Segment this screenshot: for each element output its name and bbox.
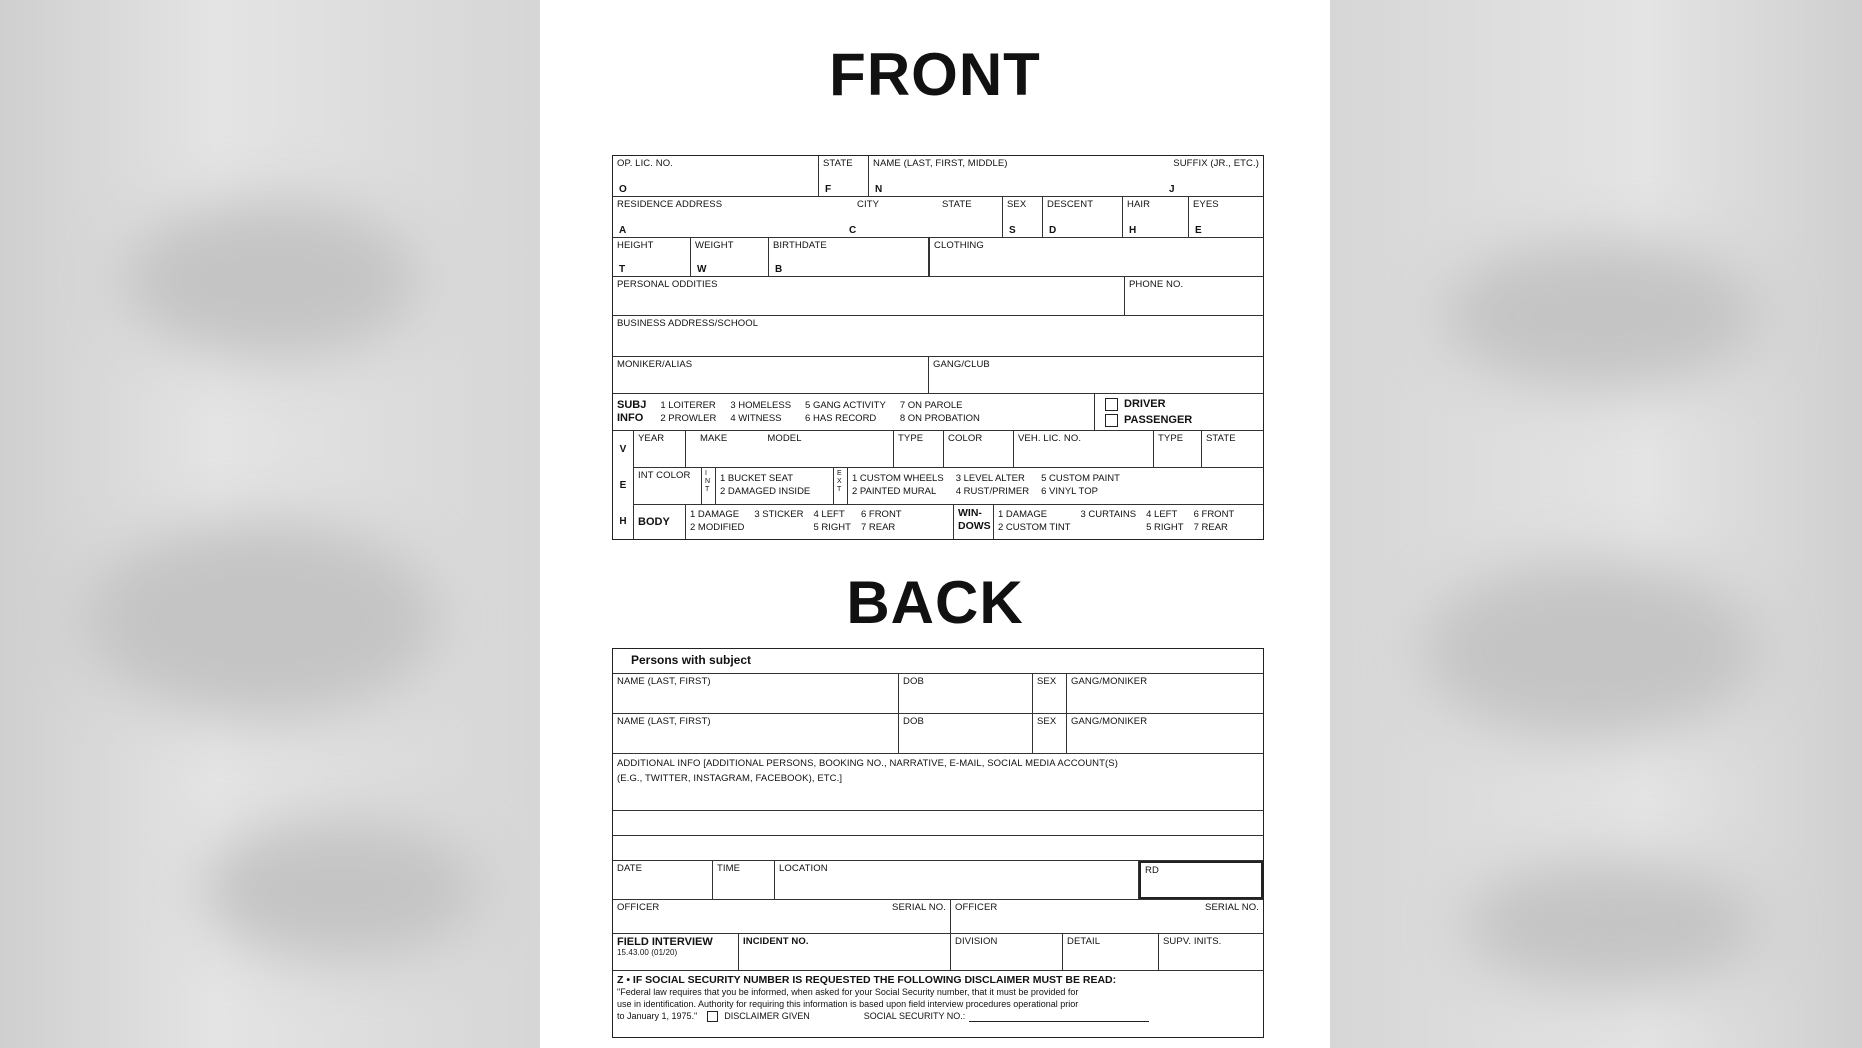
row-blank-2 (613, 836, 1263, 861)
person2-gang-label: GANG/MONIKER (1071, 716, 1148, 727)
officer1-label: OFFICER (617, 902, 660, 913)
opt-rust-primer: 4 RUST/PRIMER (955, 486, 1030, 497)
res-state-label: STATE (942, 199, 972, 210)
detail-label: DETAIL (1067, 936, 1101, 947)
type2-label: TYPE (1158, 433, 1184, 444)
rd-label: RD (1145, 865, 1159, 876)
row-persons (613, 649, 1263, 674)
opt-level-alter: 3 LEVEL ALTER (955, 473, 1025, 484)
person1-dob-label: DOB (903, 676, 924, 687)
ssn-number-line[interactable] (969, 1011, 1149, 1022)
suffix-label: SUFFIX (JR., ETC.) (1173, 158, 1259, 169)
body-opt-right: 5 RIGHT (813, 522, 851, 533)
row-officers (613, 900, 1263, 934)
birthdate-label: BIRTHDATE (773, 240, 827, 251)
height-label: HEIGHT (617, 240, 654, 251)
row-person-1 (613, 674, 1263, 714)
row-field-interview (613, 934, 1263, 971)
persons-heading: Persons with subject (631, 653, 752, 667)
driver-option[interactable] (1105, 396, 1259, 412)
passenger-label: PASSENGER (1124, 414, 1193, 426)
state-code: F (825, 184, 832, 195)
sex-code: S (1009, 225, 1016, 236)
opt-on-probation: 8 ON PROBATION (899, 413, 980, 424)
row-body (634, 505, 1263, 539)
residence-label: RESIDENCE ADDRESS (617, 199, 723, 210)
ssn-number-label: SOCIAL SECURITY NO.: (863, 1011, 966, 1022)
row-oddities (613, 277, 1263, 316)
opt-bucket-seat: 1 BUCKET SEAT (720, 473, 794, 484)
serial2-label: SERIAL NO. (1205, 902, 1259, 913)
front-heading: FRONT (829, 41, 1041, 108)
win-opt-front: 6 FRONT (1193, 509, 1235, 520)
win-opt-rear: 7 REAR (1193, 522, 1228, 533)
model-label: MODEL (767, 433, 802, 444)
int-vertical: I N T (702, 468, 716, 504)
clothing-label: CLOTHING (934, 240, 984, 251)
info-label: INFO (617, 412, 644, 424)
disclaimer-checkbox[interactable] (707, 1011, 718, 1022)
time-label: TIME (717, 863, 741, 874)
make-label: MAKE (700, 433, 728, 444)
opt-damaged-inside: 2 DAMAGED INSIDE (720, 486, 811, 497)
back-heading: BACK (846, 569, 1024, 636)
back-form (612, 648, 1264, 1038)
row-additional (613, 754, 1263, 811)
row-residence (613, 197, 1263, 238)
opt-on-parole: 7 ON PAROLE (899, 400, 963, 411)
win-opt-left: 4 LEFT (1146, 509, 1178, 520)
veh-v: V (619, 443, 627, 455)
passenger-checkbox[interactable] (1105, 414, 1118, 427)
body-opt-front: 6 FRONT (860, 509, 902, 520)
hair-code: H (1129, 225, 1137, 236)
disclaimer-option[interactable] (707, 1010, 810, 1022)
person1-name-label: NAME (LAST, FIRST) (617, 676, 711, 687)
form-number: 15.43.00 (01/20) (617, 948, 678, 957)
height-code: T (619, 264, 626, 275)
win-opt-custom-tint: 2 CUSTOM TINT (998, 522, 1071, 533)
driver-label: DRIVER (1124, 398, 1166, 410)
sex-label: SEX (1007, 199, 1027, 210)
business-label: BUSINESS ADDRESS/SCHOOL (617, 318, 759, 329)
ssn-disclaimer-heading: Z • IF SOCIAL SECURITY NUMBER IS REQUESTED THE FOLLOWING DISCLAIMER MUST BE READ: (617, 974, 1117, 986)
veh-state-label: STATE (1206, 433, 1236, 444)
opt-prowler: 2 PROWLER (660, 413, 717, 424)
hair-label: HAIR (1127, 199, 1151, 210)
vehicle-block (613, 431, 1263, 539)
additional-info-line2: (E.G., TWITTER, INSTAGRAM, FACEBOOK), ETC.] (617, 773, 843, 784)
disclaimer-label: DISCLAIMER GIVEN (724, 1011, 810, 1021)
opt-custom-paint: 5 CUSTOM PAINT (1041, 473, 1120, 484)
moniker-label: MONIKER/ALIAS (617, 359, 693, 370)
veh-lic-label: VEH. LIC. NO. (1018, 433, 1082, 444)
person2-name-label: NAME (LAST, FIRST) (617, 716, 711, 727)
body-label: BODY (634, 505, 686, 539)
name-code: N (875, 184, 883, 195)
person1-sex-label: SEX (1037, 676, 1057, 687)
background-right (1322, 0, 1862, 1048)
ssn-text-1: "Federal law requires that you be informed, when asked for your Social Security number, that it must be provided for (617, 987, 1079, 997)
row-vehicle (634, 431, 1263, 468)
front-form (612, 155, 1264, 540)
incident-label: INCIDENT NO. (743, 936, 809, 947)
windows-label-1: WIN- (958, 507, 982, 519)
passenger-option[interactable] (1105, 412, 1259, 428)
opt-custom-wheels: 1 CUSTOM WHEELS (852, 473, 944, 484)
type-label: TYPE (898, 433, 924, 444)
officer2-label: OFFICER (955, 902, 998, 913)
body-opt-sticker: 3 STICKER (754, 509, 804, 520)
serial1-label: SERIAL NO. (892, 902, 946, 913)
person1-gang-label: GANG/MONIKER (1071, 676, 1148, 687)
supv-label: SUPV. INITS. (1163, 936, 1222, 947)
city-label: CITY (857, 199, 880, 210)
subj-label: SUBJ (617, 399, 647, 411)
descent-label: DESCENT (1047, 199, 1094, 210)
opt-vinyl-top: 6 VINYL TOP (1041, 486, 1098, 497)
opt-witness: 4 WITNESS (730, 413, 782, 424)
driver-checkbox[interactable] (1105, 398, 1118, 411)
int-color-label: INT COLOR (638, 470, 691, 481)
row-moniker (613, 357, 1263, 394)
row-date-location (613, 861, 1263, 900)
document-page (540, 0, 1330, 1048)
weight-label: WEIGHT (695, 240, 734, 251)
row-physical (613, 238, 1263, 277)
body-opt-damage: 1 DAMAGE (690, 509, 740, 520)
background-left (0, 0, 540, 1048)
year-label: YEAR (638, 433, 665, 444)
veh-e: E (619, 479, 627, 491)
field-interview-label: FIELD INTERVIEW (617, 936, 713, 948)
person2-dob-label: DOB (903, 716, 924, 727)
state-label: STATE (823, 158, 853, 169)
ssn-text-2: use in identification. Authority for requiring this information is based upon field interview procedures operational prior (617, 999, 1079, 1009)
opt-homeless: 3 HOMELESS (730, 400, 792, 411)
eyes-label: EYES (1193, 199, 1219, 210)
row-ssn (613, 971, 1263, 1037)
descent-code: D (1049, 225, 1057, 236)
win-opt-right: 5 RIGHT (1146, 522, 1184, 533)
ext-vertical: E X T (834, 468, 848, 504)
location-label: LOCATION (779, 863, 828, 874)
name-label: NAME (LAST, FIRST, MIDDLE) (873, 158, 1008, 169)
op-lic-label: OP. LIC. NO. (617, 158, 673, 169)
row-person-2 (613, 714, 1263, 754)
color-label: COLOR (948, 433, 983, 444)
city-code: C (849, 225, 857, 236)
opt-gang-activity: 5 GANG ACTIVITY (805, 400, 886, 411)
veh-h: H (619, 515, 627, 527)
oddities-label: PERSONAL ODDITIES (617, 279, 718, 290)
eyes-code: E (1195, 225, 1202, 236)
row-subject-info (613, 394, 1263, 431)
res-code: A (619, 225, 627, 236)
row-business (613, 316, 1263, 357)
opt-loiterer: 1 LOITERER (660, 400, 716, 411)
opt-painted-mural: 2 PAINTED MURAL (852, 486, 937, 497)
additional-info-line1: ADDITIONAL INFO [ADDITIONAL PERSONS, BOOKING NO., NARRATIVE, E-MAIL, SOCIAL MEDIA ACCOUNT(S) (617, 758, 1118, 769)
person2-sex-label: SEX (1037, 716, 1057, 727)
row-interior (634, 468, 1263, 505)
op-code: O (619, 184, 627, 195)
opt-has-record: 6 HAS RECORD (805, 413, 877, 424)
body-opt-modified: 2 MODIFIED (690, 522, 745, 533)
row-blank-1 (613, 811, 1263, 836)
division-label: DIVISION (955, 936, 998, 947)
win-opt-damage: 1 DAMAGE (998, 509, 1048, 520)
body-opt-left: 4 LEFT (813, 509, 845, 520)
row-license (613, 156, 1263, 197)
weight-code: W (697, 264, 707, 275)
suffix-code: J (1169, 184, 1175, 195)
win-opt-curtains: 3 CURTAINS (1080, 509, 1137, 520)
windows-label-2: DOWS (958, 520, 991, 532)
body-opt-rear: 7 REAR (860, 522, 896, 533)
gang-club-label: GANG/CLUB (933, 359, 990, 370)
birth-code: B (775, 264, 783, 275)
date-label: DATE (617, 863, 643, 874)
phone-label: PHONE NO. (1129, 279, 1184, 290)
ssn-text-3: to January 1, 1975." (617, 1011, 698, 1022)
